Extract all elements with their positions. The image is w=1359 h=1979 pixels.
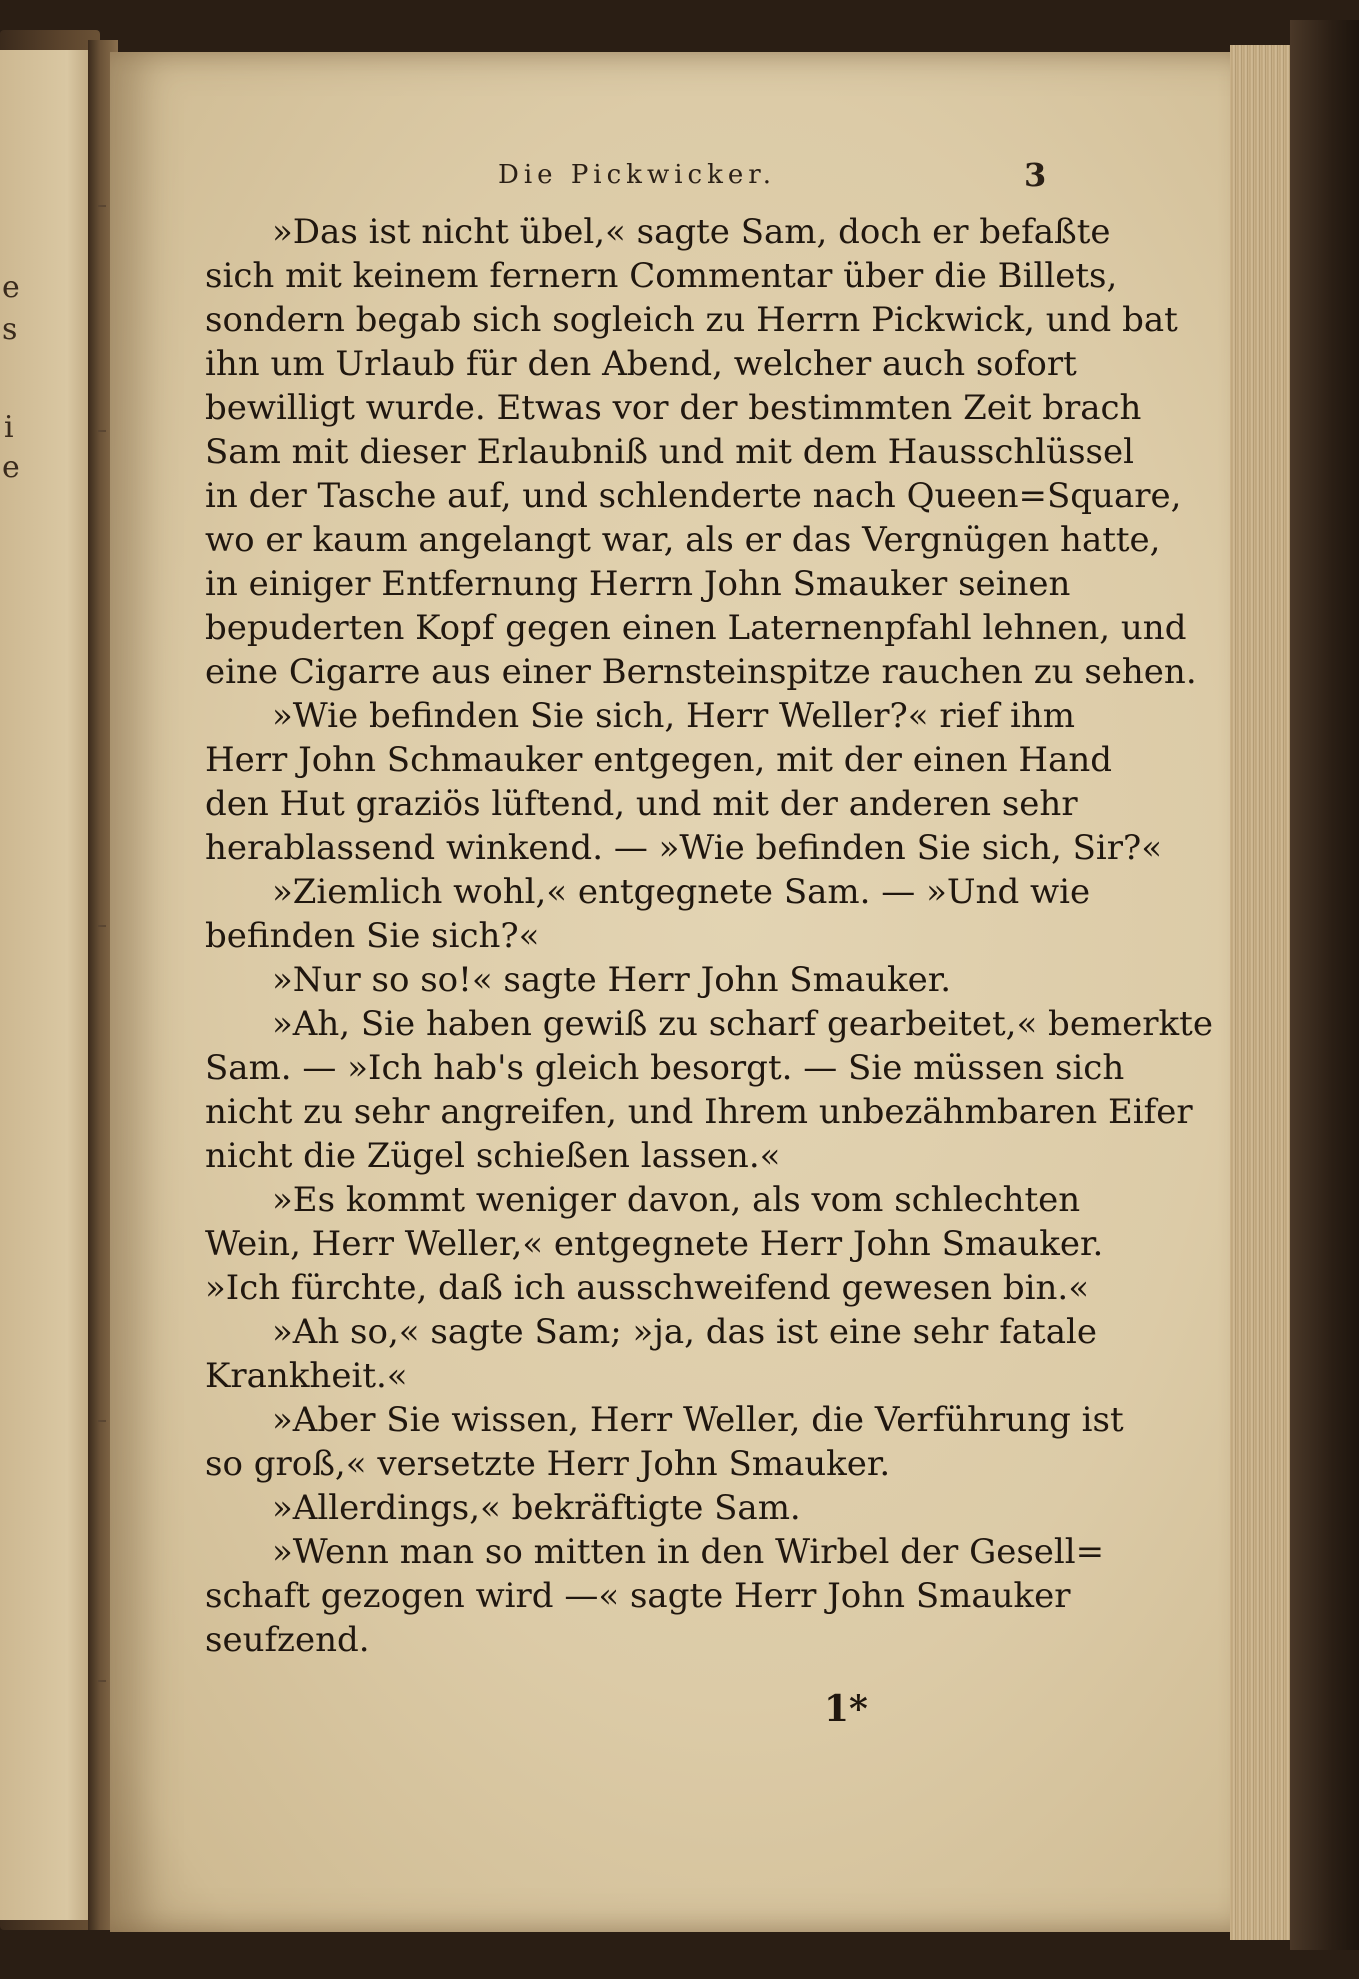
text-line: schaft gezogen wird —« sagte Herr John Smauker (205, 1576, 1071, 1616)
left-page-edge (0, 50, 96, 1920)
margin-mark (98, 205, 106, 207)
margin-mark (98, 925, 106, 927)
text-line: »Es kommt weniger davon, als vom schlechten (272, 1180, 1081, 1220)
text-line: herablassend winkend. — »Wie befinden Sie sich, Sir?« (205, 828, 1163, 868)
text-line: bewilligt wurde. Etwas vor der bestimmten Zeit brach (205, 388, 1142, 428)
text-line: befinden Sie sich?« (205, 916, 540, 956)
text-line: Sam. — »Ich hab's gleich besorgt. — Sie müssen sich (205, 1048, 1125, 1088)
text-line: »Wenn man so mitten in den Wirbel der Gesell= (272, 1532, 1105, 1572)
left-page-fragment: e (2, 450, 20, 485)
text-line: »Ich fürchte, daß ich ausschweifend gewesen bin.« (205, 1268, 1090, 1308)
running-title: Die Pickwicker. (498, 160, 777, 190)
text-line: »Nur so so!« sagte Herr John Smauker. (272, 960, 952, 1000)
left-page-fragment: s (2, 312, 18, 347)
text-line: in einiger Entfernung Herrn John Smauker seinen (205, 564, 1071, 604)
text-line: wo er kaum angelangt war, als er das Vergnügen hatte, (205, 520, 1161, 560)
text-line: nicht zu sehr angreifen, und Ihrem unbezähmbaren Eifer (205, 1092, 1193, 1132)
margin-mark (98, 1420, 106, 1422)
text-line: Sam mit dieser Erlaubniß und mit dem Hausschlüssel (205, 432, 1134, 472)
text-line: ihn um Urlaub für den Abend, welcher auch sofort (205, 344, 1077, 384)
margin-mark (98, 430, 106, 432)
text-line: »Wie befinden Sie sich, Herr Weller?« rief ihm (272, 696, 1075, 736)
text-line: »Allerdings,« bekräftigte Sam. (272, 1488, 801, 1528)
text-line: Wein, Herr Weller,« entgegnete Herr John Smauker. (205, 1224, 1104, 1264)
text-line: sondern begab sich sogleich zu Herrn Pickwick, und bat (205, 300, 1178, 340)
text-line: den Hut graziös lüftend, und mit der anderen sehr (205, 784, 1078, 824)
right-cover (1290, 20, 1359, 1950)
left-page-fragment: e (2, 270, 20, 305)
text-line: »Das ist nicht übel,« sagte Sam, doch er befaßte (272, 212, 1111, 252)
text-line: seufzend. (205, 1620, 370, 1660)
text-line: in der Tasche auf, und schlenderte nach Queen=Square, (205, 476, 1182, 516)
text-line: bepuderten Kopf gegen einen Laternenpfahl lehnen, und (205, 608, 1187, 648)
text-line: Krankheit.« (205, 1356, 408, 1396)
text-line: »Ah so,« sagte Sam; »ja, das ist eine sehr fatale (272, 1312, 1097, 1352)
text-line: »Ziemlich wohl,« entgegnete Sam. — »Und wie (272, 872, 1091, 912)
margin-mark (98, 1680, 106, 1682)
text-line: »Ah, Sie haben gewiß zu scharf gearbeitet,« bemerkte (272, 1004, 1213, 1044)
text-line: nicht die Zügel schießen lassen.« (205, 1136, 781, 1176)
text-line: sich mit keinem fernern Commentar über die Billets, (205, 256, 1118, 296)
text-line: so groß,« versetzte Herr John Smauker. (205, 1444, 891, 1484)
signature-mark: 1* (824, 1688, 868, 1730)
page-number: 3 (1024, 156, 1047, 194)
left-page-fragment: i (4, 410, 14, 445)
text-line: Herr John Schmauker entgegen, mit der einen Hand (205, 740, 1113, 780)
text-line: eine Cigarre aus einer Bernsteinspitze rauchen zu sehen. (205, 652, 1197, 692)
text-line: »Aber Sie wissen, Herr Weller, die Verführung ist (272, 1400, 1124, 1440)
